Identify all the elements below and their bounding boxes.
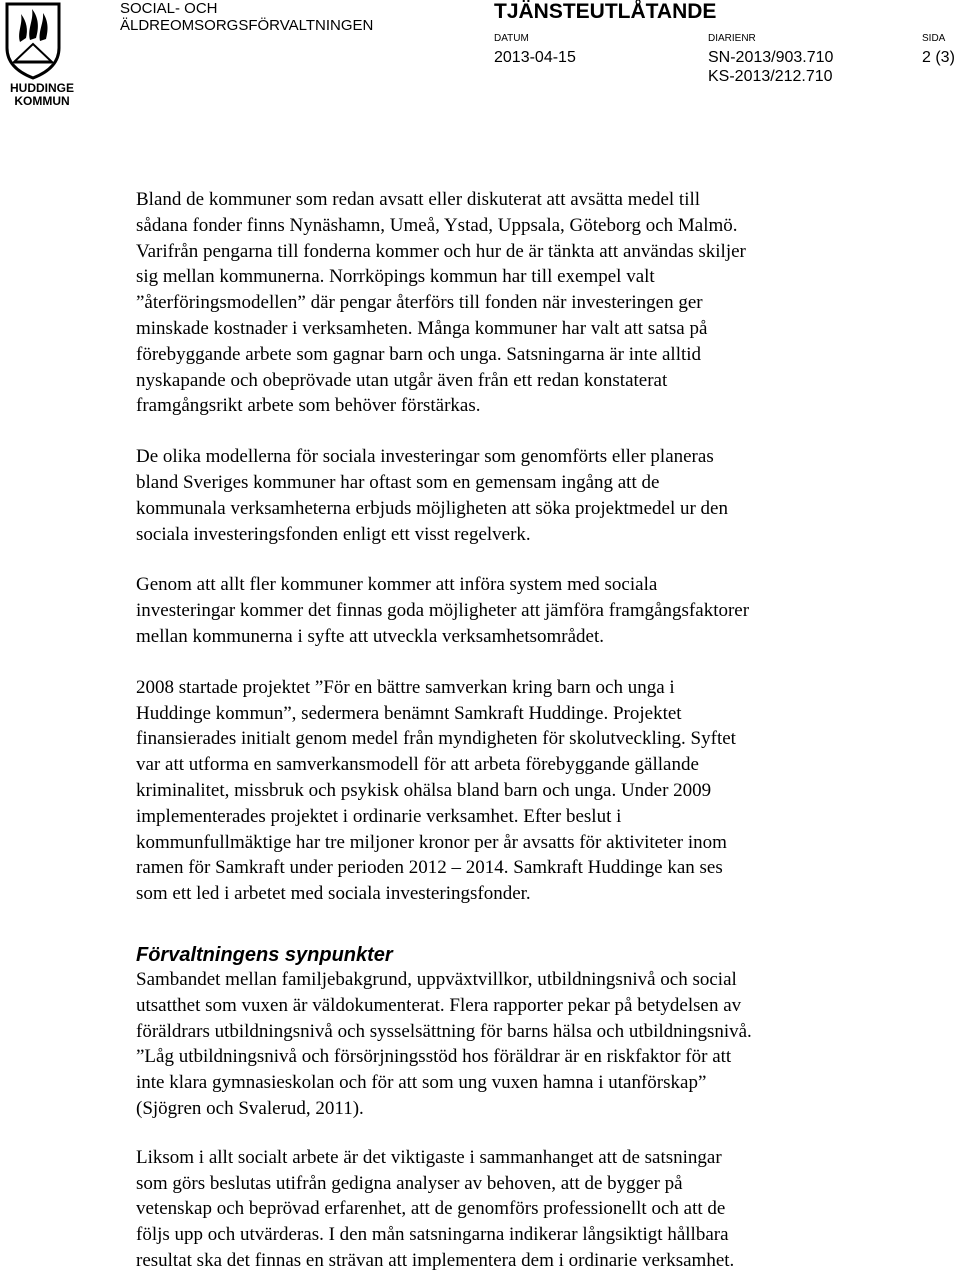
paragraph-modeller: De olika modellerna för sociala investeringar som genomförts eller planeras bland Sveriges kommuner har oftast som en gemensam ingång att de kommunala verksamheterna erbjuds möjligheten att söka projektmedel ur den sociala investeringsfonden enligt ett visst regelverk. [136, 446, 728, 545]
logo-name-line1: HUDDINGE [9, 81, 74, 95]
page-number: 2 (3) [922, 49, 955, 66]
date-value: 2013-04-15 [494, 49, 576, 66]
reg-number-label: DIARIENR [708, 33, 756, 44]
document-body [136, 187, 946, 1274]
municipality-logo [0, 0, 84, 110]
paragraph-slutsats: Liksom i allt socialt arbete är det viktigaste i sammanhanget att de satsningar som görs beslutas utifrån gedigna analyser av behoven, att de bygger på vetenskap och beprövad erfarenhet, att de genomförs professionellt och att de följs upp och utvärderas. I den mån satsningarna indikerar långsiktigt hållbara resultat ska det finnas en strävan att implementera dem i ordinarie verksamhet. [136, 1146, 735, 1271]
organization-line2: ÄLDREOMSORGSFÖRVALTNINGEN [120, 17, 374, 34]
paragraph-jamforelse: Genom att allt fler kommuner kommer att införa system med sociala investeringar kommer det finnas goda möjligheter att jämföra framgångsfaktorer mellan kommunerna i syfte att utveckla verksamhetsområdet. [136, 574, 750, 647]
page-label: SIDA [922, 33, 946, 44]
reg-number-value-2: KS-2013/212.710 [708, 68, 833, 85]
logo-name-line2: KOMMUN [14, 94, 70, 108]
section-heading: Förvaltningens synpunkter [136, 943, 393, 966]
reg-number-value-1: SN-2013/903.710 [708, 49, 834, 66]
date-label: DATUM [494, 33, 529, 44]
paragraph-synpunkter: Sambandet mellan familjebakgrund, uppväxtvillkor, utbildningsnivå och social utsatthet som vuxen är väldokumenterat. Flera rapporter pekar på betydelsen av föräldrars utbildningsnivå och sysselsättning för barns hälsa och utbildningsnivå. ”Låg utbildningsnivå och försörjningsstöd hos föräldrar är en riskfaktor för att inte klara gymnasieskolan och för att som ung vuxen hamna i utanförskap” (Sjögren och Svalerud, 2011). [136, 968, 752, 1119]
organization-name [120, 0, 373, 34]
paragraph-fonder: Bland de kommuner som redan avsatt eller diskuterat att avsätta medel till sådana fonder finns Nynäshamn, Umeå, Ystad, Uppsala, Göteborg och Malmö. Varifrån pengarna till fonderna kommer och hur de är tänkta att användas skiljer sig mellan kommunerna. Norrköpings kommun har till exempel valt ”återföringsmodellen” där pengar återförs till fonden när investeringen ger minskade kostnader i verksamheten. Många kommuner har valt att satsa på förebyggande arbete som gagnar barn och unga. Satsningarna är inte alltid nyskapande och obeprövade utan utgår även från ett redan konstaterat framgångsrikt arbete som behöver förstärkas. [136, 189, 746, 417]
organization-line1: SOCIAL- OCH [120, 0, 218, 17]
document-type: TJÄNSTEUTLÅTANDE [494, 0, 717, 23]
paragraph-samkraft: 2008 startade projektet ”För en bättre samverkan kring barn och unga i Huddinge kommun”, sedermera benämnt Samkraft Huddinge. Projektet finansierades initialt genom medel från myndigheten för skolutveckling. Syftet var att utforma en samverkansmodell för att arbeta förebyggande gällande kriminalitet, missbruk och psykisk ohälsa bland barn och unga. Under 2009 implementerades projektet i ordinarie verksamhet. Efter beslut i kommunfullmäktige har tre miljoner kronor per år avsatts för aktiviteter inom ramen för Samkraft under perioden 2012 – 2014. Samkraft Huddinge kan ses som ett led i arbetet med sociala investeringsfonder. [136, 676, 736, 905]
